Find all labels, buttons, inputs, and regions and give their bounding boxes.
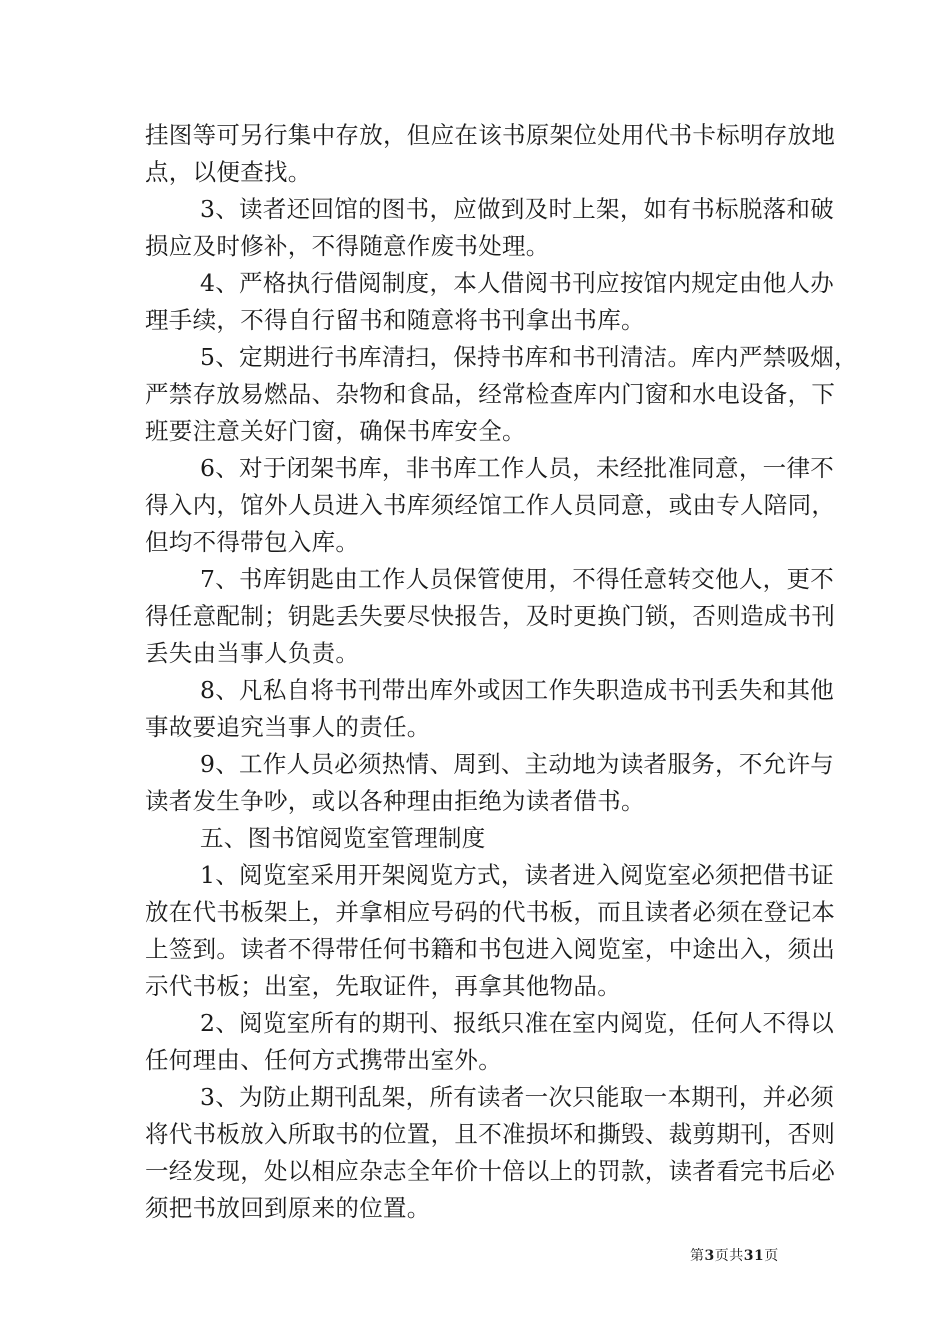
- footer-middle: 页共: [714, 1248, 744, 1264]
- body-text-line: 9、工作人员必须热情、周到、主动地为读者服务，不允许与: [200, 750, 835, 778]
- body-text-line: 将代书板放入所取书的位置，且不准损坏和撕毁、裁剪期刊，否则: [145, 1120, 836, 1148]
- body-text-line: 点，以便查找。: [145, 158, 312, 186]
- footer-suffix: 页: [764, 1248, 779, 1264]
- body-text-line: 4、严格执行借阅制度，本人借阅书刊应按馆内规定由他人办: [200, 269, 835, 297]
- body-text-line: 理手续，不得自行留书和随意将书刊拿出书库。: [145, 306, 645, 334]
- body-text-line: 须把书放回到原来的位置。: [145, 1194, 431, 1222]
- body-text-line: 5、定期进行书库清扫，保持书库和书刊清洁。库内严禁吸烟，: [200, 343, 858, 371]
- body-text-line: 得任意配制；钥匙丢失要尽快报告，及时更换门锁，否则造成书刊: [145, 602, 836, 630]
- body-text-line: 3、为防止期刊乱架，所有读者一次只能取一本期刊，并必须: [200, 1083, 835, 1111]
- section-heading: 五、图书馆阅览室管理制度: [200, 824, 486, 852]
- body-text-line: 事故要追究当事人的责任。: [145, 713, 431, 741]
- body-text-line: 2、阅览室所有的期刊、报纸只准在室内阅览，任何人不得以: [200, 1009, 835, 1037]
- body-text-line: 丢失由当事人负责。: [145, 639, 360, 667]
- body-text-line: 得入内，馆外人员进入书库须经馆工作人员同意，或由专人陪同，: [145, 491, 836, 519]
- current-page-number: 3: [704, 1248, 715, 1264]
- body-text-line: 示代书板；出室，先取证件，再拿其他物品。: [145, 972, 621, 1000]
- body-text-line: 1、阅览室采用开架阅览方式，读者进入阅览室必须把借书证: [200, 861, 835, 889]
- body-text-line: 上签到。读者不得带任何书籍和书包进入阅览室，中途出入，须出: [145, 935, 836, 963]
- body-text-line: 6、对于闭架书库，非书库工作人员，未经批准同意，一律不: [200, 454, 835, 482]
- body-text-line: 严禁存放易燃品、杂物和食品，经常检查库内门窗和水电设备，下: [145, 380, 836, 408]
- body-text-line: 损应及时修补，不得随意作废书处理。: [145, 232, 550, 260]
- body-text-line: 3、读者还回馆的图书，应做到及时上架，如有书标脱落和破: [200, 195, 835, 223]
- body-text-line: 挂图等可另行集中存放，但应在该书原架位处用代书卡标明存放地: [145, 121, 836, 149]
- body-text-line: 任何理由、任何方式携带出室外。: [145, 1046, 502, 1074]
- body-text-line: 7、书库钥匙由工作人员保管使用，不得任意转交他人，更不: [200, 565, 835, 593]
- total-pages-number: 31: [743, 1248, 765, 1264]
- body-text-line: 但均不得带包入库。: [145, 528, 360, 556]
- body-text-line: 读者发生争吵，或以各种理由拒绝为读者借书。: [145, 787, 645, 815]
- body-text-line: 班要注意关好门窗，确保书库安全。: [145, 417, 526, 445]
- body-text-line: 放在代书板架上，并拿相应号码的代书板，而且读者必须在登记本: [145, 898, 836, 926]
- footer-prefix: 第: [690, 1248, 705, 1264]
- body-text-line: 一经发现，处以相应杂志全年价十倍以上的罚款，读者看完书后必: [145, 1157, 836, 1185]
- body-text-line: 8、凡私自将书刊带出库外或因工作失职造成书刊丢失和其他: [200, 676, 835, 704]
- page-footer: [690, 1247, 779, 1265]
